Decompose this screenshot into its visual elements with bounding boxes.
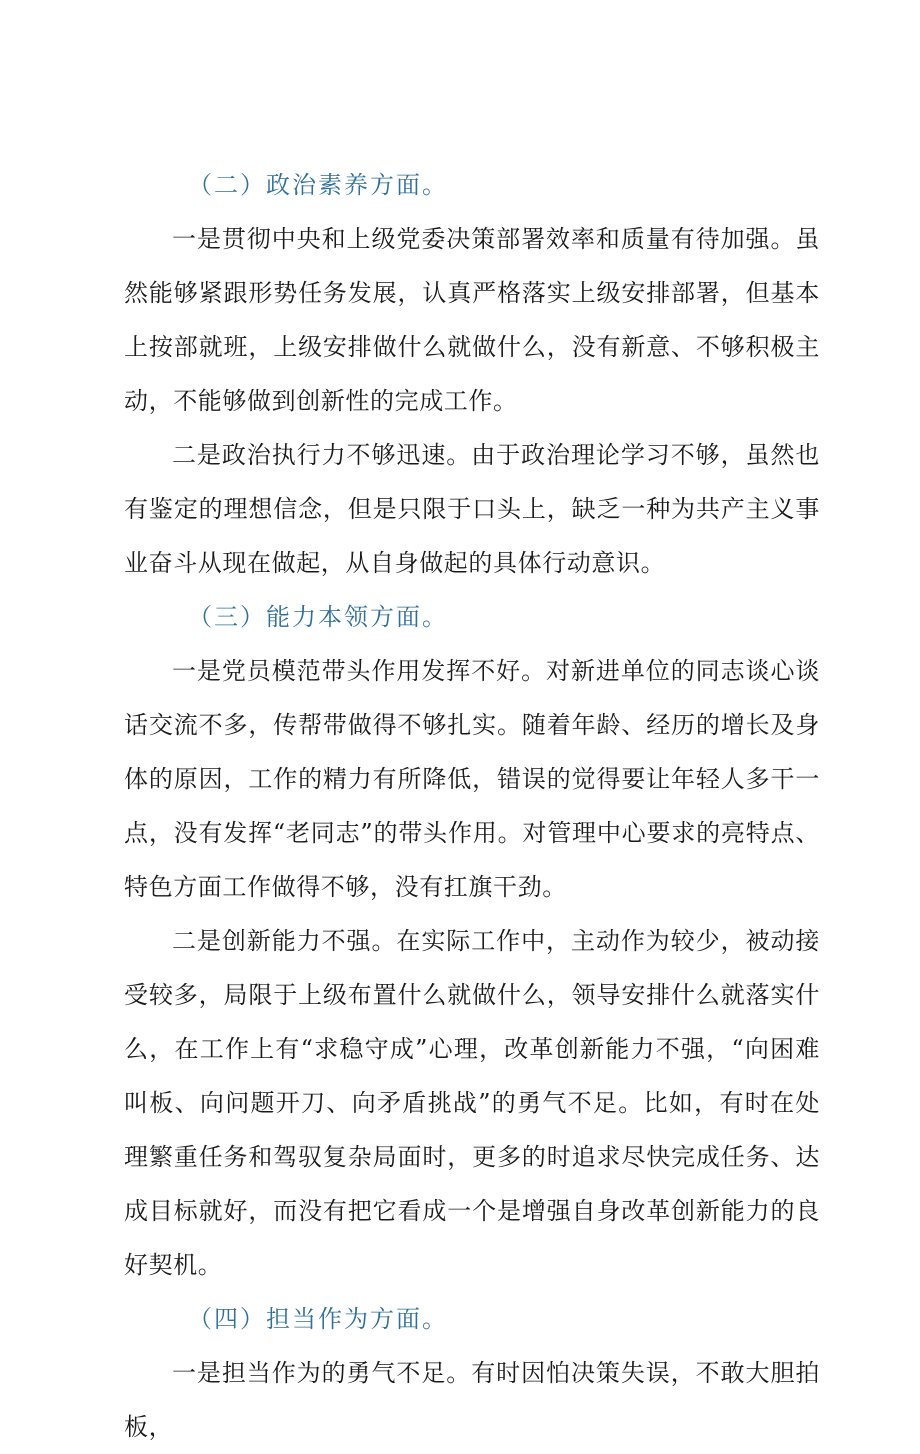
paragraph: 一是担当作为的勇气不足。有时因怕决策失误，不敢大胆拍板， (124, 1359, 820, 1441)
section-heading-responsibility: （四）担当作为方面。 (188, 1305, 448, 1333)
section-heading-political: （二）政治素养方面。 (188, 171, 448, 199)
paragraph: 二是创新能力不强。在实际工作中，主动作为较少，被动接受较多，局限于上级布置什么就做什么，领导安排什么就落实什么，在工作上有“求稳守成”心理，改革创新能力不强，“向困难叫板、向问题开刀、向矛盾挑战”的勇气不足。比如，有时在处理繁重任务和驾驭复杂局面时，更多的时追求尽快完成任务、达成目标就好，而没有把它看成一个是增强自身改革创新能力的良好契机。 (124, 927, 820, 1279)
section-heading-ability: （三）能力本领方面。 (188, 603, 448, 631)
document-page (124, 158, 820, 1454)
paragraph: 一是党员模范带头作用发挥不好。对新进单位的同志谈心谈话交流不多，传帮带做得不够扎实。随着年龄、经历的增长及身体的原因，工作的精力有所降低，错误的觉得要让年轻人多干一点，没有发挥“老同志”的带头作用。对管理中心要求的亮特点、特色方面工作做得不够，没有扛旗干劲。 (124, 657, 820, 901)
paragraph: 一是贯彻中央和上级党委决策部署效率和质量有待加强。虽然能够紧跟形势任务发展，认真严格落实上级安排部署，但基本上按部就班，上级安排做什么就做什么，没有新意、不够积极主动，不能够做到创新性的完成工作。 (124, 225, 820, 415)
paragraph: 二是政治执行力不够迅速。由于政治理论学习不够，虽然也有鉴定的理想信念，但是只限于口头上，缺乏一种为共产主义事业奋斗从现在做起，从自身做起的具体行动意识。 (124, 441, 820, 577)
